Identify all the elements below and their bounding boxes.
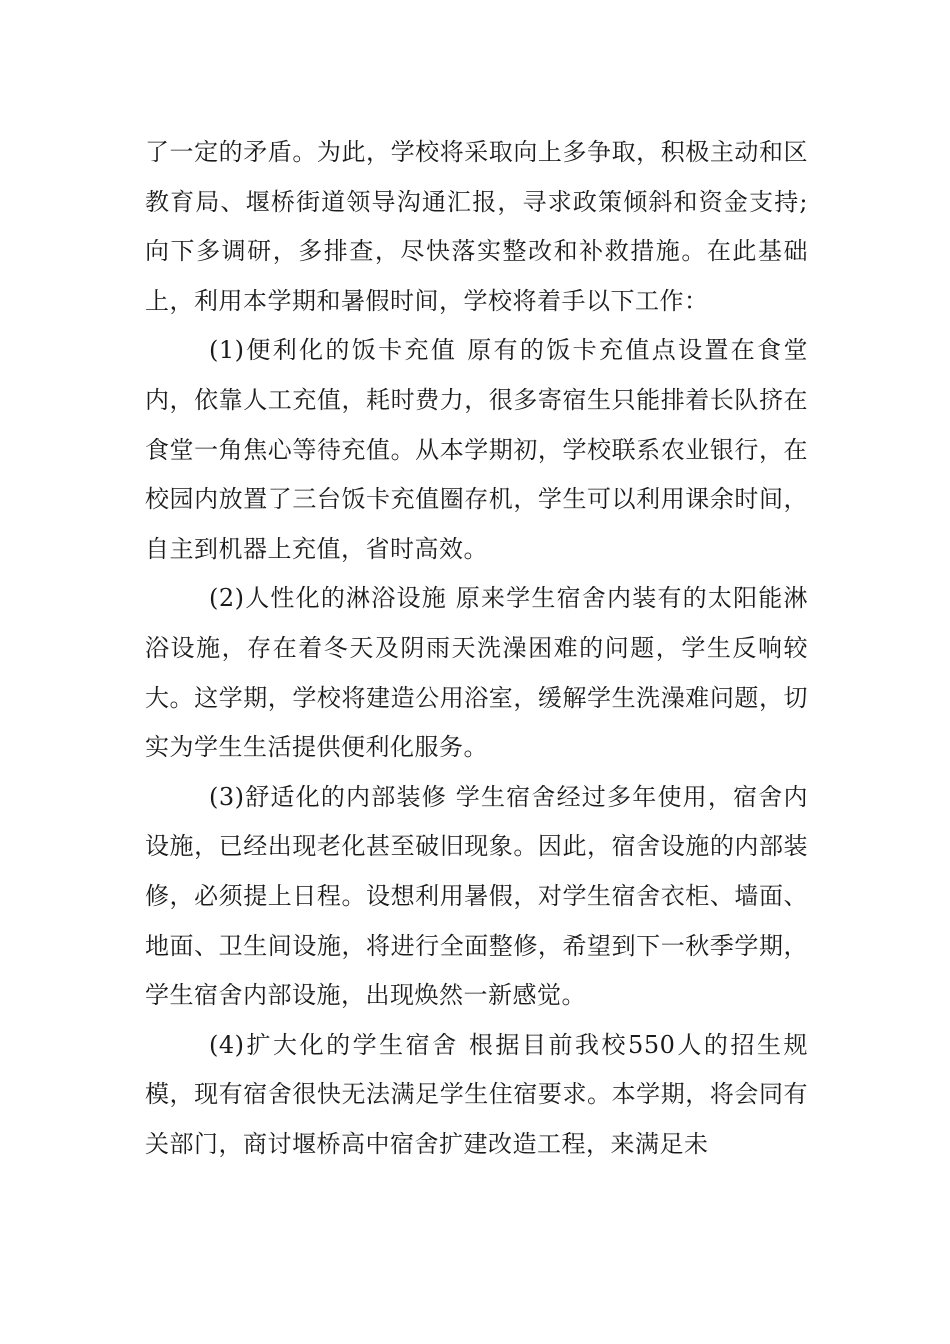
paragraph-continuation: 了一定的矛盾。为此，学校将采取向上多争取，积极主动和区教育局、堰桥街道领导沟通汇报，寻求政策倾斜和资金支持;向下多调研，多排查，尽快落实整改和补救措施。在此基础上，利用本学期和暑假时间，学校将着手以下工作：	[145, 138, 808, 315]
document-body	[145, 128, 808, 1169]
paragraph-dormitory-expansion: (4)扩大化的学生宿舍 根据目前我校550人的招生规模，现有宿舍很快无法满足学生住宿要求。本学期，将会同有关部门，商讨堰桥高中宿舍扩建改造工程，来满足未	[145, 1030, 808, 1158]
paragraph-interior-renovation: (3)舒适化的内部装修 学生宿舍经过多年使用，宿舍内设施，已经出现老化甚至破旧现象。因此，宿舍设施的内部装修，必须提上日程。设想利用暑假，对学生宿舍衣柜、墙面、地面、卫生间设施，将进行全面整修，希望到下一秋季学期，学生宿舍内部设施，出现焕然一新感觉。	[145, 782, 808, 1010]
paragraph-meal-card-recharge: (1)便利化的饭卡充值 原有的饭卡充值点设置在食堂内，依靠人工充值，耗时费力，很多寄宿生只能排着长队挤在食堂一角焦心等待充值。从本学期初，学校联系农业银行，在校园内放置了三台饭卡充值圈存机，学生可以利用课余时间，自主到机器上充值，省时高效。	[145, 336, 808, 563]
paragraph-shower-facilities: (2)人性化的淋浴设施 原来学生宿舍内装有的太阳能淋浴设施，存在着冬天及阴雨天洗澡困难的问题，学生反响较大。这学期，学校将建造公用浴室，缓解学生洗澡难问题，切实为学生生活提供便利化服务。	[145, 584, 808, 762]
